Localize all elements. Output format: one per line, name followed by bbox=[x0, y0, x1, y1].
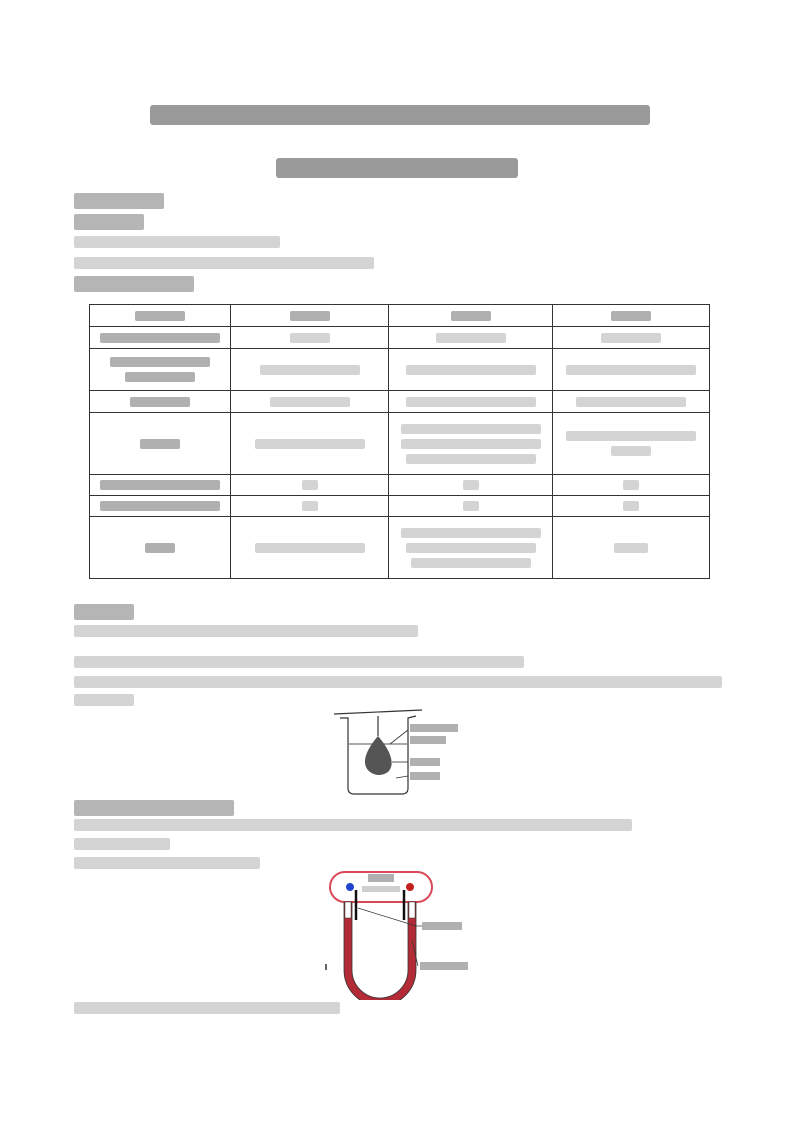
table-row bbox=[90, 349, 710, 391]
table-cell bbox=[553, 327, 710, 349]
leader-line bbox=[396, 776, 408, 778]
positive-terminal bbox=[406, 883, 414, 891]
table-cell bbox=[231, 413, 389, 475]
table-cell bbox=[231, 305, 389, 327]
table-cell bbox=[553, 349, 710, 391]
table-cell bbox=[90, 305, 231, 327]
text-line-placeholder bbox=[74, 838, 170, 850]
subtitle-placeholder bbox=[276, 158, 518, 178]
table-row bbox=[90, 413, 710, 475]
table-cell bbox=[90, 349, 231, 391]
section-tag-placeholder bbox=[74, 193, 164, 209]
comparison-table bbox=[89, 304, 710, 579]
u-tube-figure bbox=[322, 870, 482, 1000]
table-cell bbox=[90, 475, 231, 496]
table-cell bbox=[231, 496, 389, 517]
heading-3-placeholder bbox=[74, 604, 134, 620]
heading-2-placeholder bbox=[74, 276, 194, 292]
table-row bbox=[90, 517, 710, 579]
text-line-placeholder bbox=[74, 676, 722, 688]
table-cell bbox=[553, 496, 710, 517]
table-cell bbox=[231, 391, 389, 413]
table-cell bbox=[90, 327, 231, 349]
label-placeholder bbox=[410, 736, 446, 744]
text-line-placeholder bbox=[74, 625, 418, 637]
table-row bbox=[90, 391, 710, 413]
table-cell bbox=[553, 413, 710, 475]
label-placeholder bbox=[410, 758, 440, 766]
table-cell bbox=[389, 305, 553, 327]
leader-line bbox=[358, 908, 416, 926]
text-line-placeholder bbox=[74, 819, 632, 831]
negative-terminal bbox=[346, 883, 354, 891]
table-cell bbox=[90, 413, 231, 475]
table-cell bbox=[553, 517, 710, 579]
table-cell bbox=[90, 496, 231, 517]
table-cell bbox=[231, 349, 389, 391]
main-title-placeholder bbox=[150, 105, 650, 125]
text-line-placeholder bbox=[74, 1002, 340, 1014]
beaker-figure bbox=[330, 706, 466, 798]
table-cell bbox=[553, 475, 710, 496]
left-solution-layer bbox=[345, 902, 351, 918]
heading-4-placeholder bbox=[74, 800, 234, 816]
mark-placeholder bbox=[325, 964, 327, 970]
text-line-placeholder bbox=[74, 236, 280, 248]
table-header-row bbox=[90, 305, 710, 327]
table-cell bbox=[231, 517, 389, 579]
text-line-placeholder bbox=[74, 656, 524, 668]
membrane-bag bbox=[365, 736, 392, 775]
leader-line bbox=[390, 730, 408, 744]
label-placeholder bbox=[422, 922, 462, 930]
table-cell bbox=[90, 517, 231, 579]
text-line-placeholder bbox=[74, 694, 134, 706]
table-row bbox=[90, 475, 710, 496]
label-placeholder bbox=[410, 724, 458, 732]
text-line-placeholder bbox=[74, 257, 374, 269]
label-placeholder bbox=[362, 886, 400, 892]
label-placeholder bbox=[410, 772, 440, 780]
table-cell bbox=[389, 413, 553, 475]
table-cell bbox=[389, 349, 553, 391]
text-line-placeholder bbox=[74, 857, 260, 869]
table-cell bbox=[389, 391, 553, 413]
right-solution-layer bbox=[409, 902, 415, 918]
table-cell bbox=[553, 305, 710, 327]
table-cell bbox=[90, 391, 231, 413]
table-cell bbox=[231, 327, 389, 349]
table-cell bbox=[389, 327, 553, 349]
table-cell bbox=[389, 496, 553, 517]
table-cell bbox=[389, 475, 553, 496]
label-placeholder bbox=[420, 962, 468, 970]
table-cell bbox=[389, 517, 553, 579]
stir-rod bbox=[334, 710, 422, 714]
heading-1-placeholder bbox=[74, 214, 144, 230]
label-placeholder bbox=[368, 874, 394, 882]
table-row bbox=[90, 327, 710, 349]
table-row bbox=[90, 496, 710, 517]
table-cell bbox=[553, 391, 710, 413]
table-cell bbox=[231, 475, 389, 496]
